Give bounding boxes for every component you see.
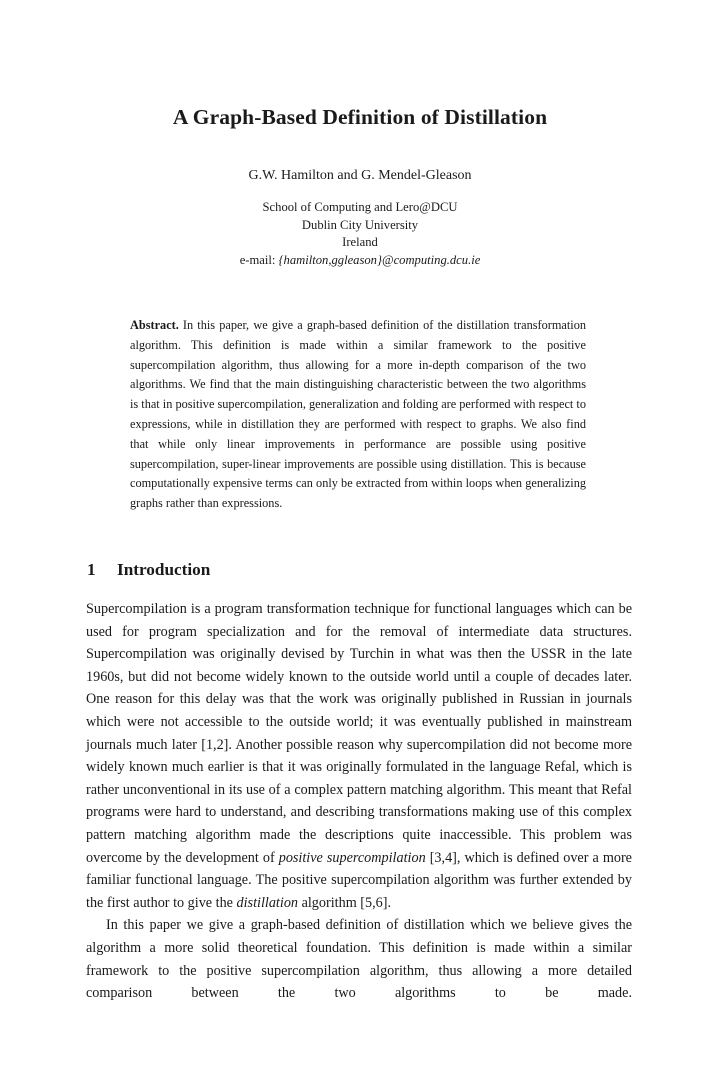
- abstract-text: In this paper, we give a graph-based definition of the distillation transformation algorithm. This definition is made within a similar framework to the positive supercompilation algorithm, thus allowing for a more in-depth comparison of the two algorithms. We find that the main distinguishing characteristic between the two algorithms is that in positive supercompilation, generalization and folding are performed with respect to expressions, while in distillation they are performed with respect to graphs. We also find that while only linear improvements in performance are possible using positive supercompilation, super-linear improvements are possible using distillation. This is because computationally expensive terms can only be extracted from within loops when generalizing graphs rather than expressions.: [130, 318, 586, 511]
- affiliation-school: School of Computing and Lero@DCU: [262, 200, 458, 214]
- paragraph-text-part1: Supercompilation is a program transformation technique for functional languages which can be used for program specialization and for the removal of intermediate data structures. Supercompilation was originally devised by Turchin in what was then the USSR in the late 1960s, but did not become widely known to the outside world until a couple of decades later. One reason for this delay was that the work was originally published in Russian in journals which were not accessible to the outside world; it was eventually published in mainstream journals much later [1,2]. Another possible reason why supercompilation did not become more widely known much earlier is that it was originally formulated in the language Refal, which is rather unconventional in its use of a complex pattern matching algorithm. This meant that Refal programs were hard to understand, and describing transformations making use of this complex pattern matching algorithm made the descriptions quite inaccessible. This problem was overcome by the development of: [86, 601, 632, 866]
- paper-title: A Graph-Based Definition of Distillation: [172, 105, 548, 129]
- section-number: 1: [87, 560, 96, 579]
- section-body: [86, 598, 632, 1005]
- paragraph: [86, 598, 632, 914]
- email-prefix: e-mail:: [239, 252, 279, 267]
- affiliation-email: [0, 252, 720, 270]
- email-address: {hamilton,ggleason}@computing.dcu.ie: [278, 252, 481, 267]
- paragraph-text-part2: [3,4], which is defined over a more familiar functional language. The positive supercompilation algorithm was further extended by the first author to give the: [86, 849, 632, 911]
- abstract: [130, 316, 586, 514]
- affiliation-country: Ireland: [342, 235, 378, 250]
- paragraph: In this paper we give a graph-based definition of distillation which we believe gives the algorithm a more solid theoretical foundation. This definition is made within a similar framework to the positive supercompilation algorithm, thus allowing a more detailed comparison between the two algorithms to be made.: [86, 917, 632, 1002]
- section-heading: [87, 557, 210, 583]
- affiliation-block: [0, 199, 720, 269]
- emphasis-distillation: distillation: [236, 894, 299, 911]
- abstract-label: Abstract.: [130, 318, 179, 332]
- author-list: G.W. Hamilton and G. Mendel-Gleason: [248, 168, 472, 183]
- section-title: Introduction: [117, 560, 211, 579]
- affiliation-university: Dublin City University: [301, 217, 419, 232]
- emphasis-positive-supercompilation: positive supercompilation: [278, 849, 426, 866]
- paragraph-text-part3: algorithm [5,6].: [298, 894, 392, 911]
